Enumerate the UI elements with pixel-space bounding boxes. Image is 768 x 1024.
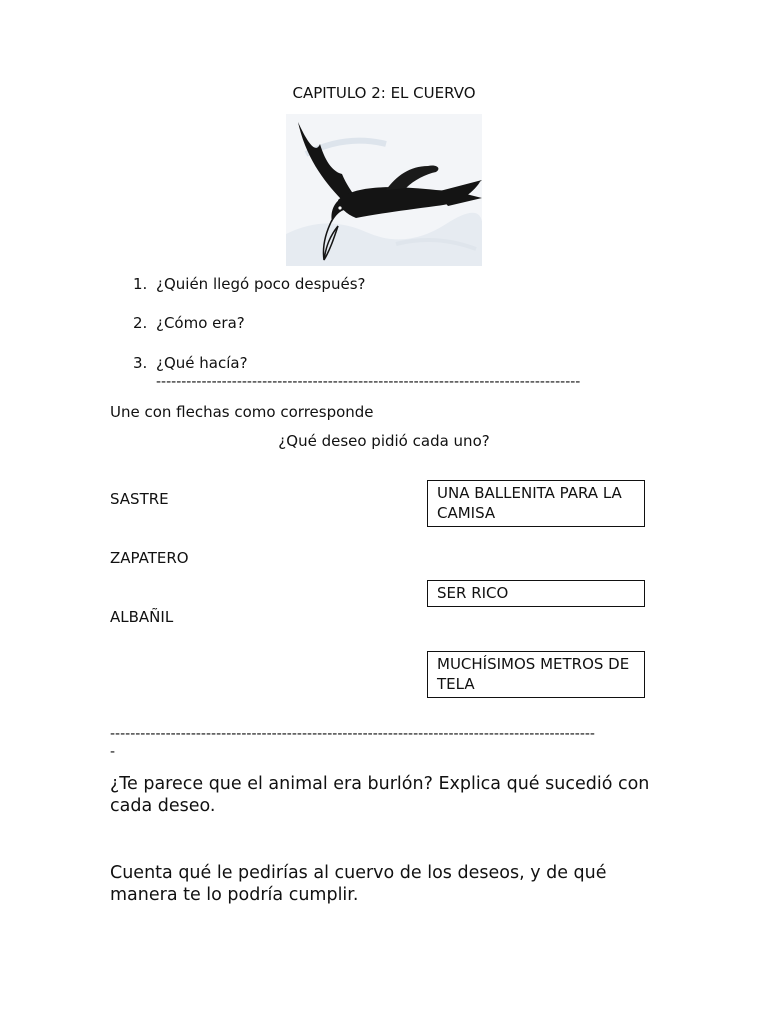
dashed-divider: ------------------------------------------------------------------------------------------------ — [110, 726, 595, 742]
matching-question: ¿Qué deseo pidió cada uno? — [278, 432, 490, 450]
match-right-box: SER RICO — [427, 580, 645, 607]
dashed-divider-tail: - — [110, 744, 116, 760]
question-text: ¿Qué hacía? — [156, 354, 248, 372]
writing-prompt: ¿Te parece que el animal era burlón? Explica qué sucedió con cada deseo. — [110, 774, 650, 816]
crow-illustration — [286, 114, 482, 266]
question-text: ¿Quién llegó poco después? — [156, 275, 366, 293]
matching-instruction: Une con flechas como corresponde — [110, 403, 374, 421]
writing-prompt: Cuenta qué le pedirías al cuervo de los deseos, y de qué manera te lo podría cumplir. — [110, 863, 607, 905]
match-left-item: SASTRE — [110, 490, 169, 508]
question-number: 3. — [133, 354, 148, 372]
match-left-item: ZAPATERO — [110, 549, 189, 567]
dashed-divider: ------------------------------------------------------------------------------------ — [156, 374, 581, 390]
match-right-box: MUCHÍSIMOS METROS DE TELA — [427, 651, 645, 698]
question-number: 2. — [133, 314, 148, 332]
question-text: ¿Cómo era? — [156, 314, 245, 332]
chapter-title: CAPITULO 2: EL CUERVO — [292, 84, 476, 102]
match-right-box: UNA BALLENITA PARA LA CAMISA — [427, 480, 645, 527]
question-number: 1. — [133, 275, 148, 293]
match-left-item: ALBAÑIL — [110, 608, 174, 626]
